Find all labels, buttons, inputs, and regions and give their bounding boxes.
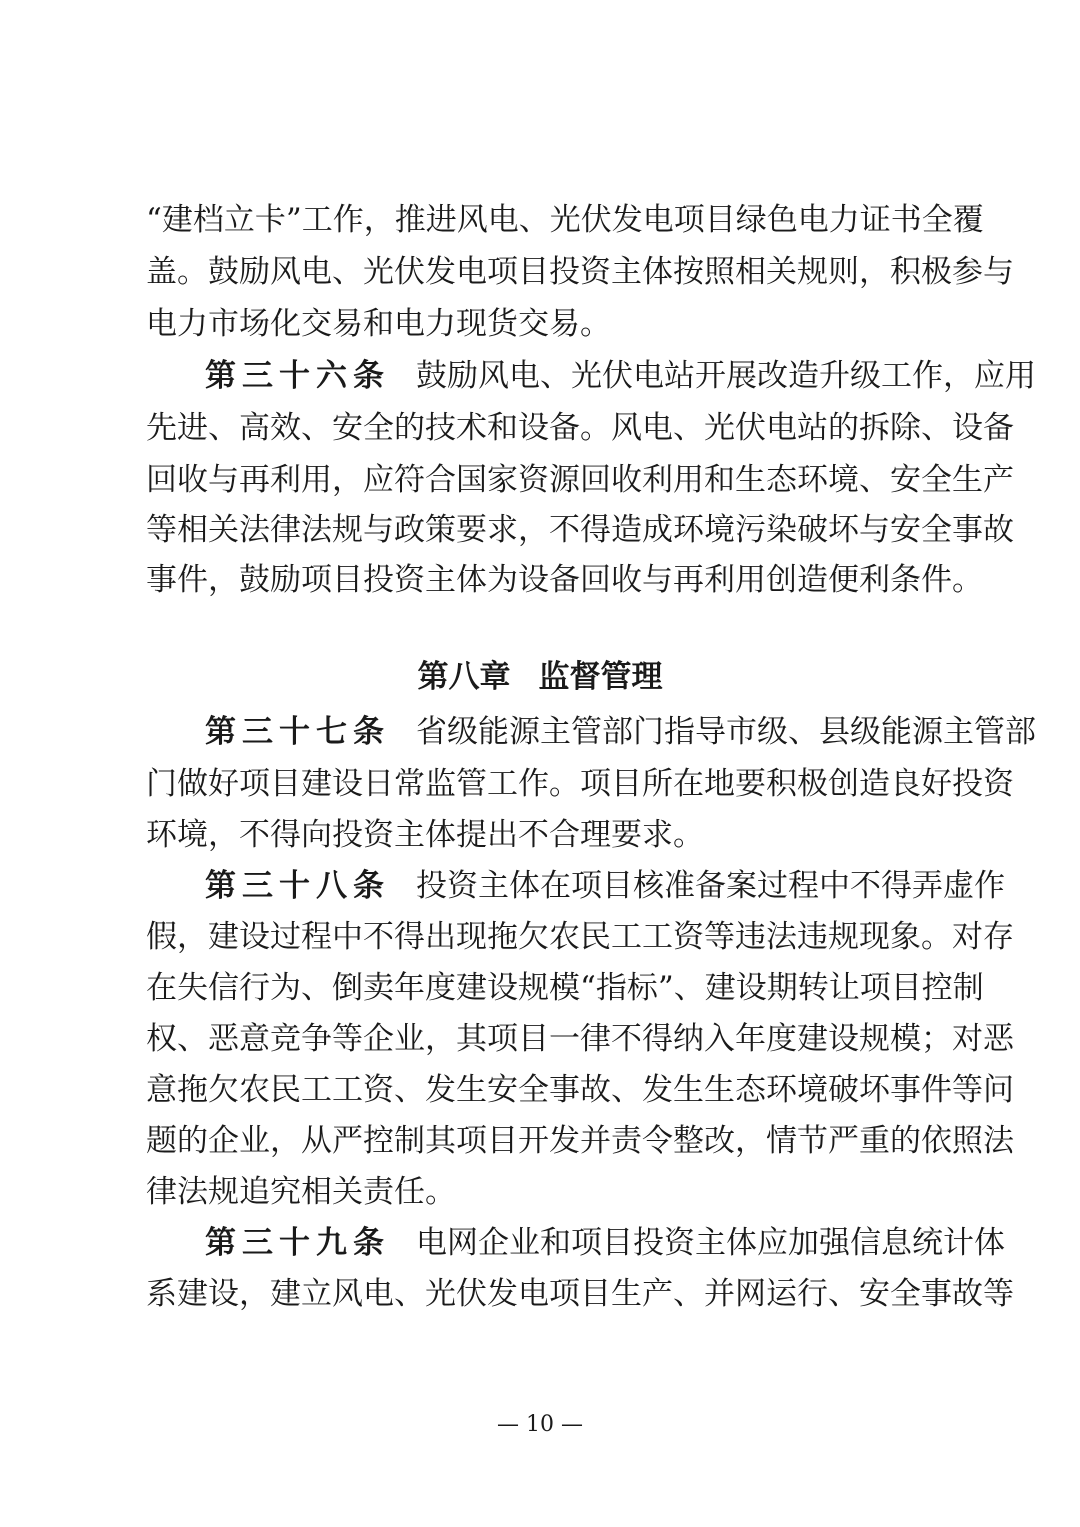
article-37-label: 第三十七条 — [205, 714, 390, 750]
article-36-label: 第三十六条 — [205, 358, 390, 394]
paragraph-line: 电力市场化交易和电力现货交易。 — [146, 306, 611, 342]
page-number: — 10 — — [497, 1412, 583, 1437]
paragraph-line: 先进、高效、安全的技术和设备。风电、光伏电站的拆除、设备 — [146, 410, 1014, 446]
article-37-first-line — [146, 712, 1036, 752]
article-38-label: 第三十八条 — [205, 868, 390, 904]
paragraph-line: 门做好项目建设日常监管工作。项目所在地要积极创造良好投资 — [146, 766, 1014, 802]
article-36-first-line — [146, 356, 1036, 396]
paragraph-line: 环境，不得向投资主体提出不合理要求。 — [146, 817, 704, 853]
article-38-text: 投资主体在项目核准备案过程中不得弄虚作 — [416, 868, 1005, 904]
chapter-heading — [0, 657, 1080, 697]
chapter-title: 监督管理 — [538, 659, 663, 695]
paragraph-line: 权、恶意竞争等企业，其项目一律不得纳入年度建设规模；对恶 — [146, 1021, 1014, 1057]
article-39-first-line — [146, 1223, 1005, 1263]
paragraph-line: 在失信行为、倒卖年度建设规模“指标”、建设期转让项目控制 — [146, 970, 984, 1006]
paragraph-line: 题的企业，从严控制其项目开发并责令整改，情节严重的依照法 — [146, 1123, 1014, 1159]
paragraph-line: 假，建设过程中不得出现拖欠农民工工资等违法违规现象。对存 — [146, 919, 1014, 955]
chapter-number: 第八章 — [417, 659, 511, 695]
paragraph-line: 回收与再利用，应符合国家资源回收利用和生态环境、安全生产 — [146, 462, 1014, 498]
article-38-first-line — [146, 866, 1005, 906]
paragraph-line: 盖。鼓励风电、光伏发电项目投资主体按照相关规则，积极参与 — [146, 254, 1014, 290]
paragraph-line: 等相关法律法规与政策要求，不得造成环境污染破坏与安全事故 — [146, 512, 1014, 548]
paragraph-line: 意拖欠农民工工资、发生安全事故、发生生态环境破坏事件等问 — [146, 1072, 1014, 1108]
paragraph-line: 事件，鼓励项目投资主体为设备回收与再利用创造便利条件。 — [146, 562, 983, 598]
article-39-label: 第三十九条 — [205, 1225, 390, 1261]
article-37-text: 省级能源主管部门指导市级、县级能源主管部 — [416, 714, 1036, 750]
paragraph-line: 系建设，建立风电、光伏发电项目生产、并网运行、安全事故等 — [146, 1276, 1014, 1312]
article-36-text: 鼓励风电、光伏电站开展改造升级工作，应用 — [416, 358, 1036, 394]
article-39-text: 电网企业和项目投资主体应加强信息统计体 — [416, 1225, 1005, 1261]
paragraph-line: 律法规追究相关责任。 — [146, 1174, 456, 1210]
paragraph-line: “建档立卡”工作，推进风电、光伏发电项目绿色电力证书全覆 — [146, 202, 984, 238]
